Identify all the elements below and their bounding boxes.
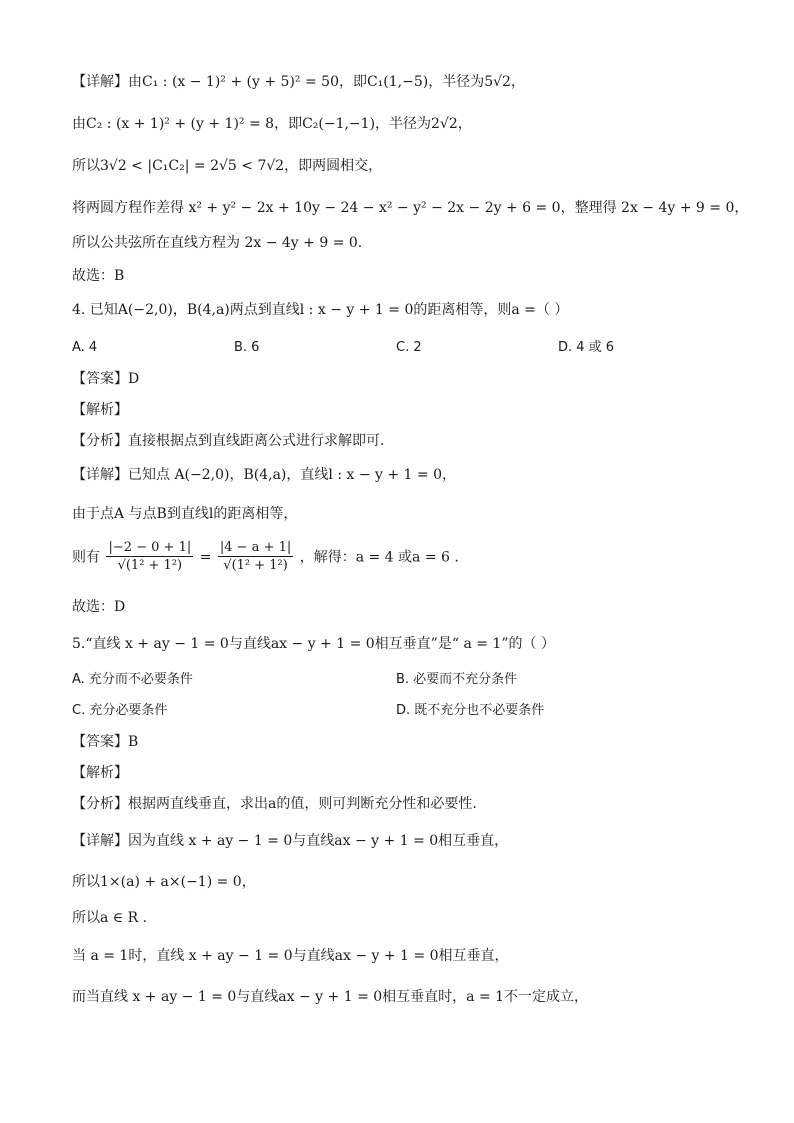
question-4-stem: 4. 已知A(−2,0)，B(4,a)两点到直线l : x − y + 1 = 0的距离相等，则a =（ ） [72, 302, 569, 318]
q4-distance-equation: 则有 $\frac{|-2 - 0 + 1|}{\text{√(1² + 1²)}}$ = $\frac{|4 - a + 1|}{\text{√(1² + 1²)}}$ ，解得：a = 4 或a = 6 . [72, 540, 459, 573]
q3-detail-line-4: 将两圆方程作差得 x² + y² − 2x + 10y − 24 − x² − y² − 2x − 2y + 6 = 0，整理得 2x − 4y + 9 = 0， [72, 200, 749, 216]
q4-answer-line: 故选：D [72, 599, 126, 615]
q5-detail-4: 当 a = 1时，直线 x + ay − 1 = 0与直线ax − y + 1 = 0相互垂直， [72, 948, 509, 964]
q5-answer: 【答案】B [72, 734, 139, 750]
q5-detail-2: 所以1×(a) + a×(−1) = 0， [72, 874, 256, 890]
q4-option-b: B. 6 [234, 340, 260, 355]
q3-detail-line-2: 由C₂ : (x + 1)² + (y + 1)² = 8，即C₂(−1,−1)，半径为2√2， [72, 116, 472, 132]
q3-answer-line: 故选：B [72, 268, 125, 284]
q4-option-d: D. 4 或 6 [558, 340, 615, 355]
q5-analysis: 【分析】根据两直线垂直，求出a的值，则可判断充分性和必要性. [72, 796, 477, 812]
q3-detail-line-1: 【详解】由C₁ : (x − 1)² + (y + 5)² = 50，即C₁(1,−5)，半径为5√2， [72, 74, 525, 90]
q5-detail-1: 【详解】因为直线 x + ay − 1 = 0与直线ax − y + 1 = 0相互垂直， [72, 833, 509, 849]
q4-analysis: 【分析】直接根据点到直线距离公式进行求解即可. [72, 433, 385, 449]
q5-analysis-header: 【解析】 [72, 765, 128, 781]
q5-option-c: C. 充分必要条件 [72, 703, 168, 718]
q4-option-c: C. 2 [396, 340, 422, 355]
q5-detail-5: 而当直线 x + ay − 1 = 0与直线ax − y + 1 = 0相互垂直时，a = 1不一定成立， [72, 989, 589, 1005]
detail-tag: 【详解】 [72, 74, 128, 90]
q4-analysis-header: 【解析】 [72, 402, 128, 418]
q4-detail-1: 【详解】已知点 A(−2,0)，B(4,a)，直线l : x − y + 1 = 0， [72, 467, 457, 483]
q5-option-b: B. 必要而不充分条件 [396, 672, 518, 687]
q5-detail-3: 所以a ∈ R . [72, 910, 148, 926]
q3-detail-line-5: 所以公共弦所在直线方程为 2x − 4y + 9 = 0. [72, 235, 363, 251]
q4-detail-2: 由于点A 与点B到直线l的距离相等， [72, 506, 298, 522]
q3-detail-line-3: 所以3√2 < |C₁C₂| = 2√5 < 7√2，即两圆相交， [72, 158, 383, 174]
q5-option-d: D. 既不充分也不必要条件 [396, 703, 545, 718]
q4-answer: 【答案】D [72, 371, 140, 387]
fraction-right: $\frac{|4 - a + 1|}{\text{√(1² + 1²)}}$ [219, 540, 292, 573]
q5-option-a: A. 充分而不必要条件 [72, 672, 193, 687]
q4-option-a: A. 4 [72, 340, 98, 355]
question-5-stem: 5.“直线 x + ay − 1 = 0与直线ax − y + 1 = 0相互垂直”是“ a = 1”的（ ） [72, 636, 555, 652]
fraction-left: $\frac{|-2 - 0 + 1|}{\text{√(1² + 1²)}}$ [108, 540, 192, 573]
